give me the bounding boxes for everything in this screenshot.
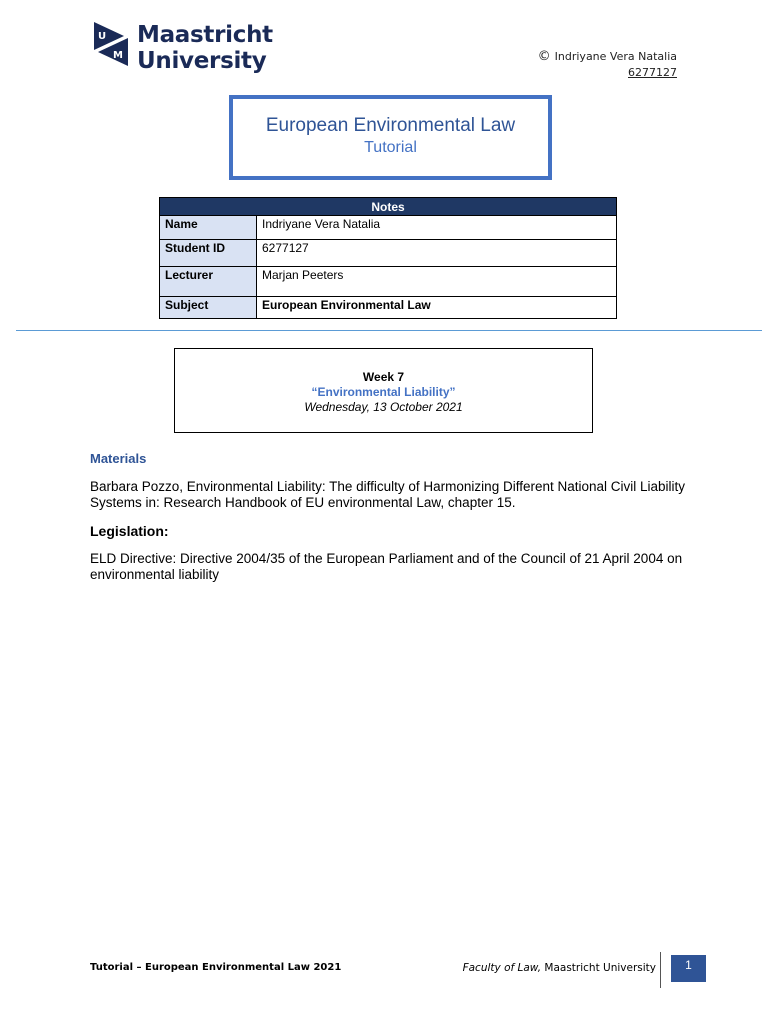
document-title: European Environmental Law [265, 115, 516, 136]
row-value-lecturer: Marjan Peeters [257, 267, 617, 297]
author-name: Indriyane Vera Natalia [554, 50, 677, 63]
notes-table-header: Notes [160, 198, 617, 216]
footer-faculty-plain: Maastricht University [541, 962, 656, 974]
logo-line-1: Maastricht [137, 22, 273, 48]
notes-table-header-row [160, 198, 617, 216]
materials-text: Barbara Pozzo, Environmental Liability: The difficulty of Harmonizing Different National Civil Liability Systems in: Research Handbook of EU environmental Law, chapter 15. [90, 479, 686, 510]
materials-heading: Materials [90, 451, 147, 466]
table-row [160, 216, 617, 240]
row-value-name: Indriyane Vera Natalia [257, 216, 617, 240]
table-row [160, 267, 617, 297]
document-subtitle: Tutorial [364, 139, 417, 156]
row-label-name: Name [160, 216, 257, 240]
week-topic: “Environmental Liability” [311, 385, 456, 399]
week-label: Week 7 [362, 370, 405, 384]
svg-text:M: M [113, 50, 123, 61]
logo-line-2: University [137, 48, 267, 74]
footer-course-title: Tutorial – European Environmental Law 2021 [90, 962, 342, 973]
week-box [174, 348, 593, 433]
legislation-heading: Legislation: [90, 523, 169, 539]
row-label-subject: Subject [160, 297, 257, 319]
legislation-text: ELD Directive: Directive 2004/35 of the European Parliament and of the Council of 21 April 2004 on environmental liability [90, 551, 683, 582]
footer-faculty [463, 962, 656, 974]
row-value-student-id: 6277127 [257, 240, 617, 267]
university-logo-text [137, 22, 273, 74]
table-row [160, 240, 617, 267]
row-label-student-id: Student ID [160, 240, 257, 267]
svg-text:U: U [98, 31, 107, 42]
notes-table [159, 197, 617, 319]
table-row [160, 297, 617, 319]
student-number: 6277127 [628, 66, 677, 79]
row-value-subject: European Environmental Law [257, 297, 617, 319]
copyright-icon: © [537, 49, 551, 64]
footer-faculty-italic: Faculty of Law, [462, 962, 542, 974]
section-divider [16, 330, 762, 331]
week-date: Wednesday, 13 October 2021 [304, 400, 463, 414]
row-label-lecturer: Lecturer [160, 267, 257, 297]
um-logo-icon [94, 22, 128, 66]
copyright-block [538, 49, 677, 81]
page-number: 1 [671, 955, 706, 982]
title-box [229, 95, 552, 180]
footer-divider [660, 952, 661, 988]
